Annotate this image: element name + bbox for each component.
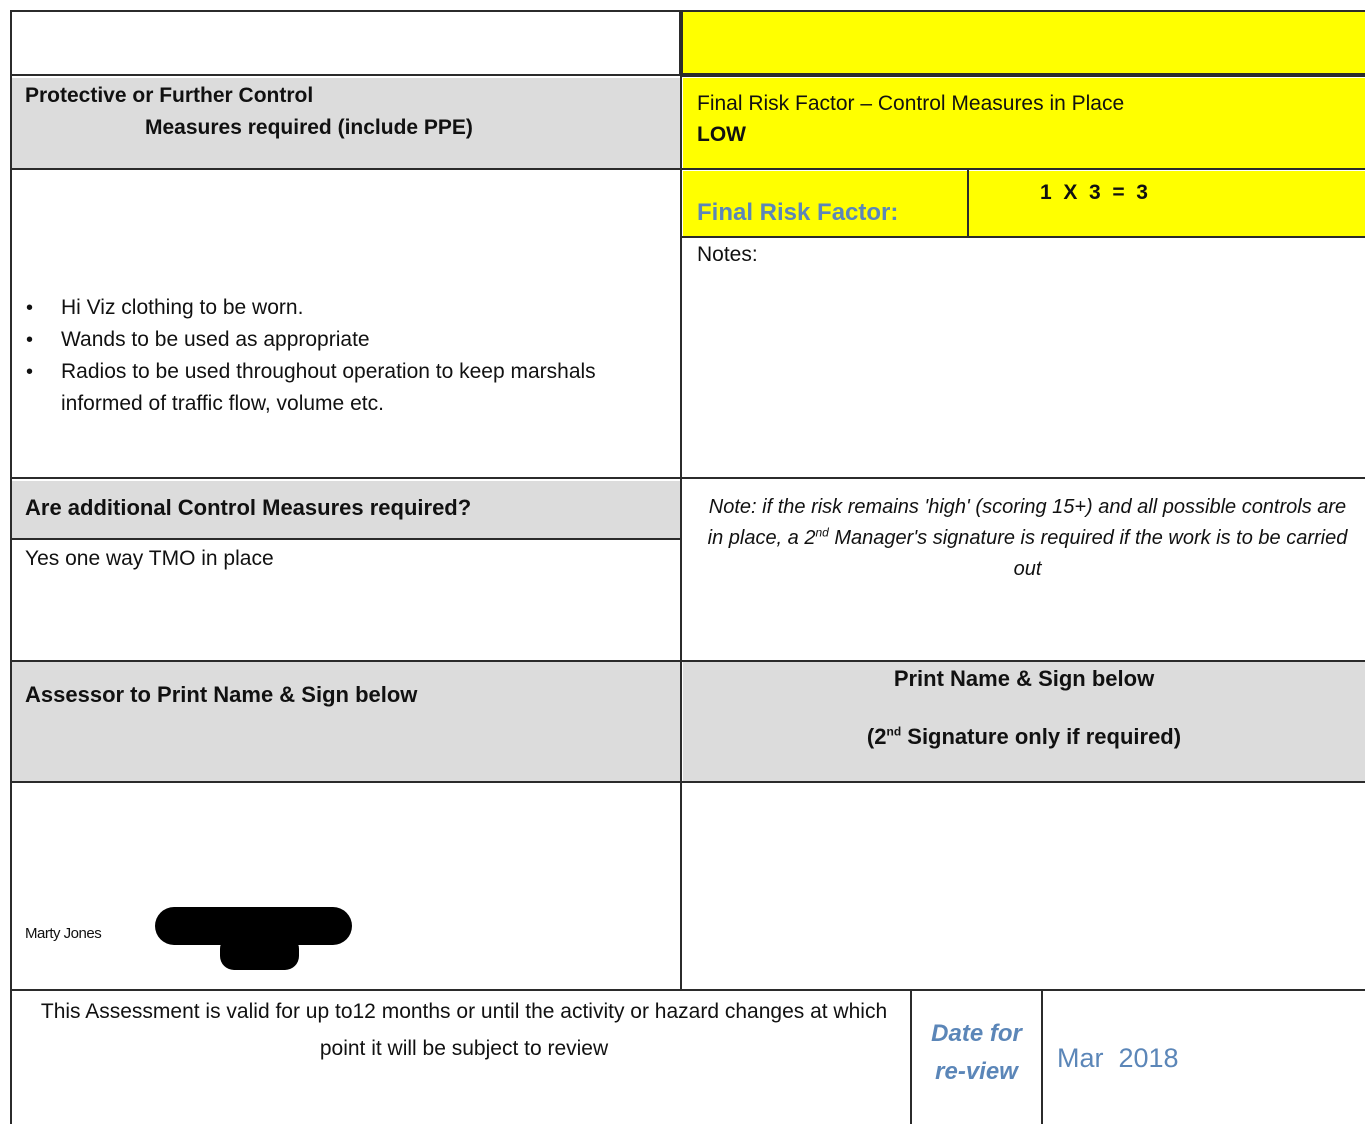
notes-label: Notes:: [697, 243, 758, 266]
border-row1-right: [680, 73, 1365, 77]
measures-list: [24, 292, 644, 420]
note-text-part2: Manager's signature is required if the work is to be carried out: [828, 527, 1348, 580]
border-review-right: [1041, 990, 1043, 1124]
final-risk-factor-label: Final Risk Factor:: [697, 199, 899, 226]
validity-text: This Assessment is valid for up to12 months or until the activity or hazard changes at which point it will be subject to review: [40, 1000, 888, 1060]
border-row2: [10, 168, 1365, 170]
assessor-name: Marty Jones: [25, 925, 102, 942]
border-row6: [10, 989, 1365, 991]
border-middle: [680, 76, 682, 990]
border-review-left: [910, 990, 912, 1124]
protective-header-line1: Protective or Further Control: [25, 84, 314, 107]
border-top: [10, 10, 682, 12]
border-row1: [10, 74, 682, 76]
border-left: [10, 10, 12, 1124]
second-signature-sub-open: (2: [866, 724, 887, 749]
border-middle-top: [679, 10, 683, 76]
review-date-value: Mar 2018: [1057, 1043, 1179, 1073]
second-signature-heading: Print Name & Sign below: [893, 666, 1155, 691]
protective-header-line2: Measures required (include PPE): [145, 116, 473, 139]
final-risk-calculation: 1 X 3 = 3: [1040, 181, 1148, 204]
final-risk-level: LOW: [697, 123, 746, 146]
second-signature-sub-sup: nd: [886, 724, 902, 739]
note-text-superscript: nd: [815, 525, 829, 540]
assessor-heading: Assessor to Print Name & Sign below: [25, 682, 418, 707]
measure-item: • Hi Viz clothing to be worn.: [24, 292, 644, 324]
border-row5: [10, 781, 1365, 783]
border-risk-factor-bottom: [681, 236, 1365, 238]
second-signature-note: [700, 492, 1355, 585]
note-text-part1: Note: if the risk remains 'high' (scoring 15+) and all possible controls are in place, a 2: [707, 496, 1347, 549]
review-date-label: Date for re-view: [931, 1020, 1022, 1085]
top-right-highlight-cell: [683, 12, 1365, 74]
second-signature-sub-rest: Signature only if required): [901, 724, 1182, 749]
border-top-right: [680, 10, 1365, 12]
second-signature-subheading: [683, 722, 1365, 752]
final-risk-title: Final Risk Factor – Control Measures in Place: [697, 92, 1125, 115]
additional-answer: Yes one way TMO in place: [25, 547, 274, 570]
border-row4: [10, 660, 1365, 662]
signature-redaction-tail: [220, 935, 299, 970]
additional-question: Are additional Control Measures required?: [25, 495, 472, 520]
border-row3: [10, 477, 1365, 479]
border-question-bottom: [10, 538, 682, 540]
border-risk-factor-split: [967, 170, 969, 237]
measure-item: • Wands to be used as appropriate: [24, 324, 644, 356]
measure-item: • Radios to be used throughout operation to keep marshals informed of traffic flow, volume etc.: [24, 356, 644, 420]
